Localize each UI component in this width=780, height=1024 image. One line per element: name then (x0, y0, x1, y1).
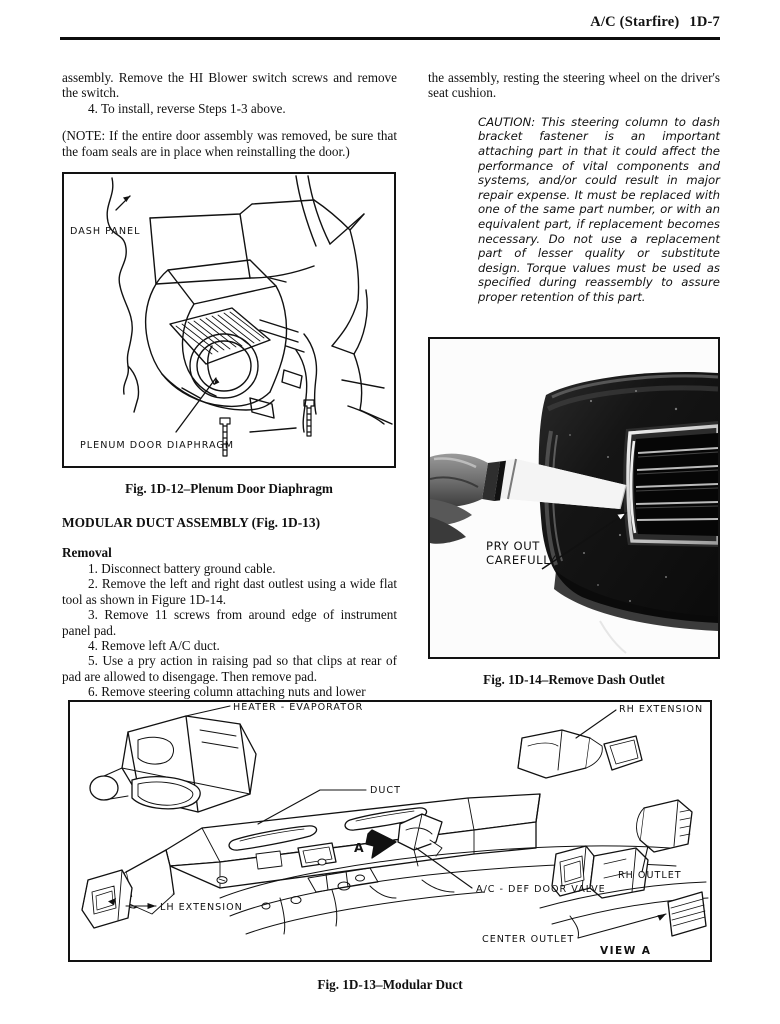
plenum-diaphragm-drawing (64, 174, 394, 466)
modular-duct-drawing (70, 702, 710, 960)
figure-label-heater-evaporator: HEATER - EVAPORATOR (233, 702, 364, 713)
figure-label-ac-def-door-valve: A/C - DEF DOOR VALVE (476, 884, 606, 895)
figure-caption-1d-14: Fig. 1D-14–Remove Dash Outlet (483, 672, 665, 687)
subheading-removal: Removal (62, 545, 112, 560)
figure-label-dash-panel: DASH PANEL (70, 226, 141, 237)
figure-label-lh-extension: LH EXTENSION (160, 902, 243, 913)
header-section-title: A/C (Starfire) (590, 14, 680, 30)
figure-remove-dash-outlet (428, 337, 720, 659)
removal-step-5: 5. Use a pry action in raising pad so that clips at rear of pad are allowed to disengage. Then remove pad. (62, 653, 397, 684)
figure-plenum-door-diaphragm (62, 172, 396, 468)
left-text-column (62, 70, 397, 159)
page-number: 1D-7 (689, 14, 720, 30)
figure-label-arrow-a: A (354, 840, 364, 855)
section-heading-modular-duct: MODULAR DUCT ASSEMBLY (Fig. 1D-13) (62, 515, 321, 530)
figure-label-rh-extension: RH EXTENSION (619, 704, 704, 715)
header-divider (60, 37, 720, 40)
removal-step-6: 6. Remove steering column attaching nuts and lower (88, 684, 366, 700)
left-text-column-continued (62, 515, 397, 700)
removal-step-4: 4. Remove left A/C duct. (88, 638, 220, 654)
caution-note: CAUTION: This steering column to dash bracket fastener is an important attaching part in that it could affect the performance of vital components and systems, and/or could result in major repair expense. It must be replaced with one of the same part number, or with an equivalent part, if replacement becomes necessary. Do not use a replacement part of lesser quality or substitute design. Torque values must be used as specified during reassembly to assure proper retention of this part. (478, 114, 720, 304)
removal-step-3: 3. Remove 11 screws from around edge of instrument panel pad. (62, 607, 397, 638)
figure-caption-1d-12: Fig. 1D-12–Plenum Door Diaphragm (125, 481, 333, 496)
page-header (60, 14, 720, 31)
note-door-assembly: (NOTE: If the entire door assembly was removed, be sure that the foam seals are in place when reinstalling the door.) (62, 128, 397, 159)
figure-label-rh-outlet: RH OUTLET (618, 870, 682, 881)
figure-label-view-a: VIEW A (600, 945, 652, 957)
paragraph-steering-assembly: the assembly, resting the steering wheel on the driver's seat cushion. (428, 70, 720, 101)
step-4-install: 4. To install, reverse Steps 1-3 above. (88, 100, 286, 116)
figure-label-plenum-door-diaphragm: PLENUM DOOR DIAPHRAGM (80, 440, 235, 451)
figure-label-duct: DUCT (370, 785, 401, 796)
paragraph-assembly: assembly. Remove the HI Blower switch screws and remove the switch. (62, 70, 397, 101)
right-text-column (428, 70, 720, 305)
figure-modular-duct (68, 700, 712, 962)
figure-caption-1d-13: Fig. 1D-13–Modular Duct (317, 977, 463, 992)
dash-outlet-photo (430, 339, 718, 657)
figure-label-center-outlet: CENTER OUTLET (482, 934, 575, 945)
photo-label-pry-out: PRY OUT CAREFULLY (486, 539, 557, 567)
removal-step-2: 2. Remove the left and right dast outlest using a wide flat tool as shown in Figure 1D-14. (62, 576, 397, 607)
removal-step-1: 1. Disconnect battery ground cable. (88, 561, 276, 576)
